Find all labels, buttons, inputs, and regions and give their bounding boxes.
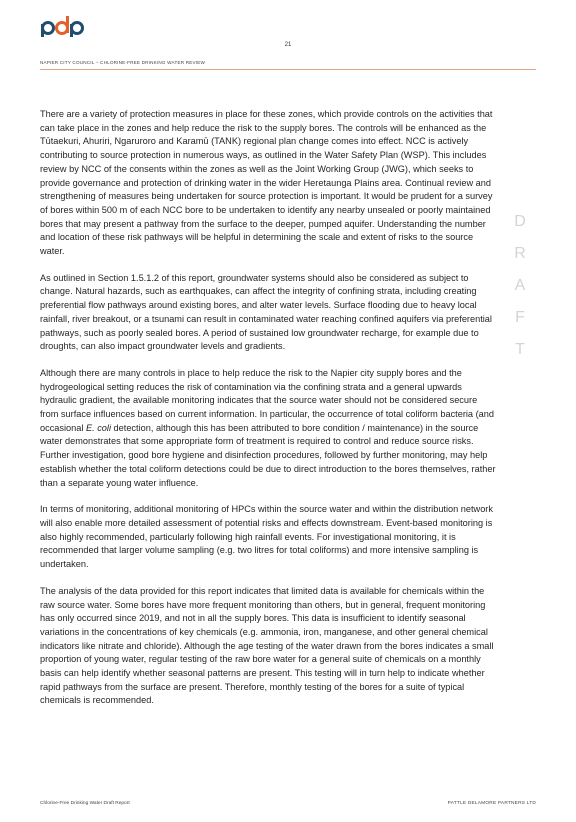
- paragraph-protection-measures: There are a variety of protection measures in place for these zones, which provide controls on the activities that can take place in the zones and help reduce the risk to the supply bores. The controls will be enhanced as the Tūtaekuri, Ahuriri, Ngaruroro and Karamū (TANK) regional plan change comes into effect. NCC is actively contributing to source protection in numerous ways, as outlined in the Water Safety Plan (WSP). This includes review by NCC of the consents within the zones as well as the Joint Working Group (JWG), which seeks to provide governance and protection of drinking water in the wider Heretaunga Plains area. Continual review and strengthening of measures being undertaken for source protection is important. It would be prudent for a survey of bores within 500 m of each NCC bore to be undertaken to identify any nearby unsealed or poorly maintained bores that may present a pathway from the surface to the deeper, pumped aquifer. Understanding the number and location of these risk pathways will be helpful in determining the scale and extent of risks to the source water.: [40, 109, 493, 257]
- paragraph-text-part: Although there are many controls in place to help reduce the risk to the Napier city supply bores and the hydrogeological setting reduces the risk of contamination via the confining strata and a general upwards hydraulic gradient, the available monitoring indicates that the source water should not be considered secure from surface influences based on current information. In particular, the occurrence of total coliform bacteria (and occasional: [40, 367, 494, 433]
- footer-company: PATTLE DELAMORE PARTNERS LTD: [447, 801, 536, 806]
- watermark-letter: D: [514, 213, 526, 230]
- watermark-letter: F: [515, 309, 525, 326]
- watermark-letter: R: [514, 245, 526, 262]
- watermark-letter: A: [514, 277, 526, 294]
- paragraph-chemical-analysis: The analysis of the data provided for this report indicates that limited data is available for chemicals within the raw source water. Some bores have more frequent monitoring than others, but in general, frequent monitoring has only occurred since 2019, and not in all the supply bores. This data is insufficient to identify seasonal variations in the concentrations of key chemicals (e.g. ammonia, iron, manganese, and other general chemical indicators like nitrate and chloride). Although the age testing of the water drawn from the bores indicates a small proportion of young water, regular testing of the raw bore water for a general suite of chemicals on a monthly basis can help identify whether seasonal patterns are present. This testing will in turn help to indicate whether rapid pathways from the surface are present. Therefore, monthly testing of the bores for a suite of typical chemicals is recommended.: [40, 585, 494, 706]
- watermark-letter: T: [515, 341, 525, 358]
- body-text: [40, 108, 498, 721]
- draft-watermark: [510, 213, 530, 373]
- page-number: 21: [284, 42, 292, 48]
- paragraph-groundwater-change: As outlined in Section 1.5.1.2 of this report, groundwater systems should also be considered as subject to change. Natural hazards, such as earthquakes, can affect the integrity of confining strata, including creating preferential flow pathways around existing bores, and alter water levels. Surface flooding due to heavy local rainfall, river breakout, or a tsunami can result in contaminated water reaching confined aquifers via preferential pathways, such as poorly sealed bores. A period of sustained low groundwater recharge, for example due to droughts, can also impact groundwater levels and gradients.: [40, 272, 492, 352]
- footer-report-title: Chlorine-Free Drinking Water Draft Report: [40, 801, 130, 806]
- paragraph-hpc-monitoring: In terms of monitoring, additional monitoring of HPCs within the source water and within the distribution network will also enable more detailed assessment of potential risks and effects downstream. Event-based monitoring is also highly recommended, particularly following high rainfall events. For investigational monitoring, it is recommended that larger volume sampling (e.g. two litres for total coliforms) and more intensive sampling is undertaken.: [40, 504, 493, 570]
- header-rule: [40, 69, 536, 70]
- paragraph-controls-monitoring: [40, 367, 498, 490]
- pdp-logo: [40, 14, 84, 38]
- running-header: NAPIER CITY COUNCIL – CHLORINE-FREE DRINKING WATER REVIEW: [40, 60, 206, 65]
- ecoli-italic: E. coli: [85, 422, 111, 433]
- paragraph-text-part: detection, although this has been attributed to bore condition / maintenance) in the source water demonstrates that some appropriate form of treatment is required to control and reduce source risks. Further investigation, good bore hygiene and disinfection procedures, followed by further monitoring, may help establish whether the total coliform detections could be due to direct introduction to the bores themselves, rather than a separate young water influence.: [40, 422, 496, 488]
